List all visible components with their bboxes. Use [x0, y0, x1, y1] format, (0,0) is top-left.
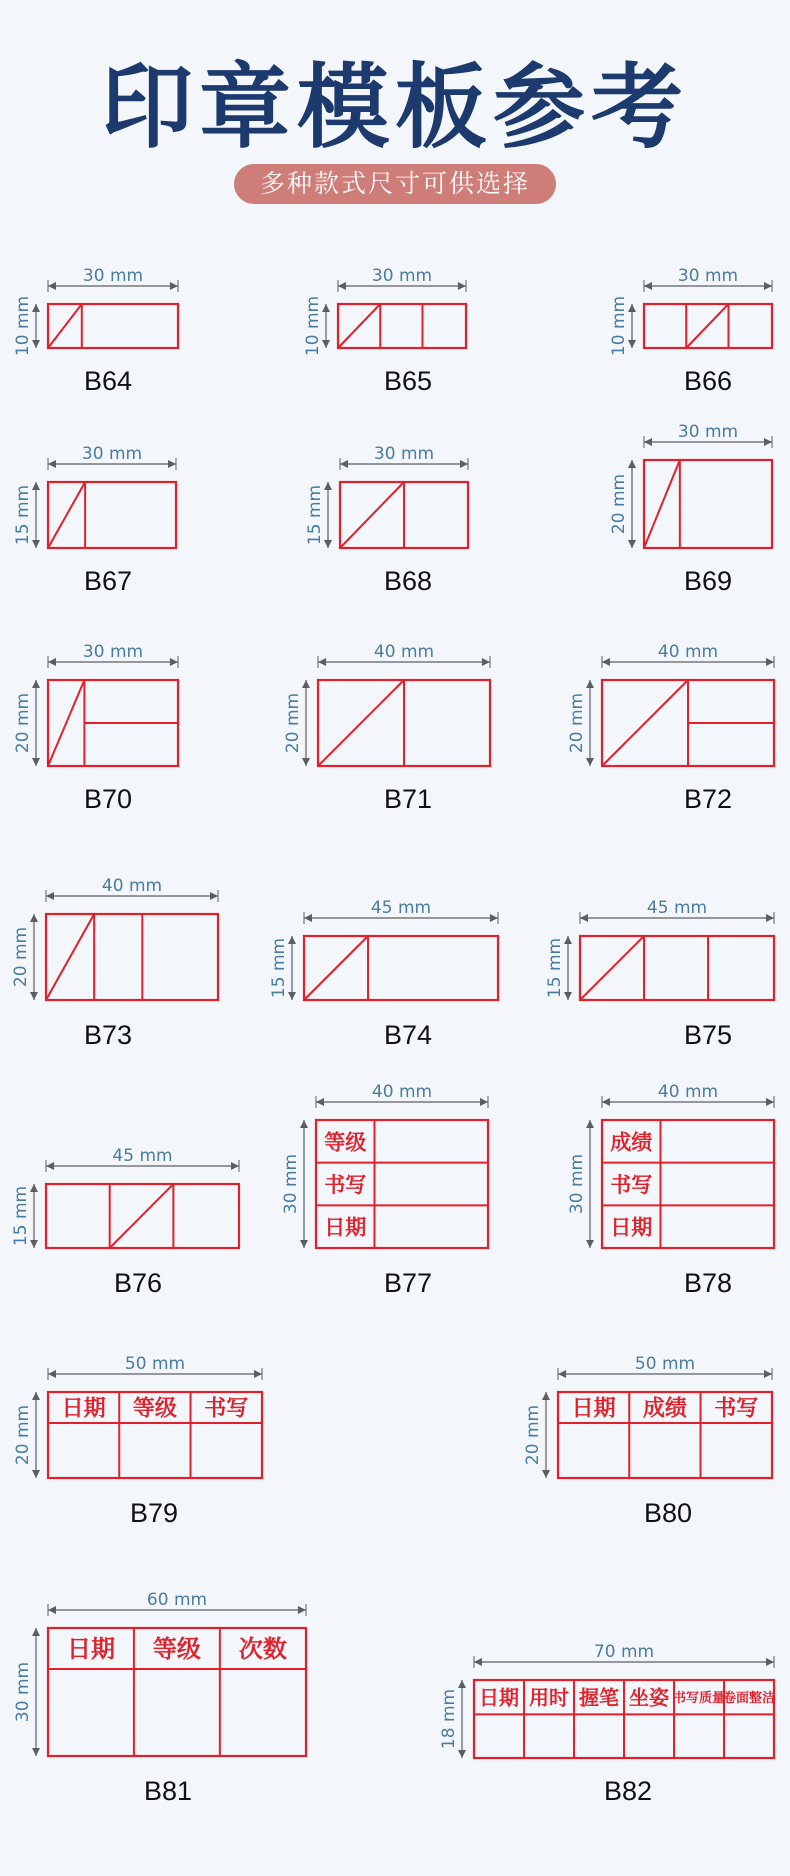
arrow-right-icon	[766, 658, 774, 666]
arrow-down-icon	[322, 340, 330, 348]
height-dimension-label: 30 mm	[281, 1153, 301, 1215]
arrow-down-icon	[302, 758, 310, 766]
stamp-cell-label: 日期	[610, 1215, 653, 1240]
height-dimension-label: 20 mm	[523, 1404, 543, 1466]
arrow-right-icon	[458, 282, 466, 290]
width-dimension-label: 30 mm	[677, 422, 739, 442]
arrow-down-icon	[288, 992, 296, 1000]
model-code: B71	[383, 784, 433, 814]
stamp-template-b81	[13, 1590, 306, 1806]
stamp-cell-label: 成绩	[610, 1130, 653, 1155]
arrow-right-icon	[766, 914, 774, 922]
arrow-down-icon	[30, 1240, 38, 1248]
height-dimension-label: 10 mm	[609, 295, 629, 357]
height-dimension-label: 15 mm	[545, 937, 565, 999]
arrow-up-icon	[586, 1120, 594, 1128]
width-dimension-label: 30 mm	[81, 444, 143, 464]
height-dimension-label: 15 mm	[305, 484, 325, 546]
arrow-right-icon	[210, 892, 218, 900]
stamp-template-b78	[567, 1082, 774, 1298]
arrow-right-icon	[482, 658, 490, 666]
stamp-template-b70	[13, 642, 178, 814]
model-code: B68	[383, 566, 433, 596]
arrow-up-icon	[32, 482, 40, 490]
stamp-cell-label: 卷面整洁	[722, 1690, 776, 1706]
height-dimension-label: 15 mm	[11, 1185, 31, 1247]
stamp-cell-label: 书写	[610, 1173, 653, 1197]
stamp-cell-label: 日期	[66, 1635, 115, 1664]
height-dimension-label: 20 mm	[13, 1404, 33, 1466]
stamp-diagonal-slash	[110, 1184, 174, 1248]
arrow-right-icon	[766, 1098, 774, 1106]
stamp-cell-label: 日期	[324, 1215, 367, 1240]
width-dimension-label: 30 mm	[371, 266, 433, 286]
model-code: B67	[83, 566, 133, 596]
arrow-down-icon	[564, 992, 572, 1000]
stamp-diagonal-slash	[686, 304, 728, 348]
height-dimension-label: 10 mm	[303, 295, 323, 357]
width-dimension-label: 30 mm	[82, 266, 144, 286]
stamp-frame	[580, 936, 774, 1000]
arrow-down-icon	[628, 540, 636, 548]
model-code: B64	[83, 366, 133, 396]
arrow-left-icon	[318, 658, 326, 666]
stamp-template-b73	[11, 876, 218, 1050]
stamp-template-b74	[269, 898, 498, 1050]
width-dimension-label: 45 mm	[370, 898, 432, 918]
arrow-up-icon	[324, 482, 332, 490]
arrow-left-icon	[316, 1098, 324, 1106]
arrow-up-icon	[300, 1120, 308, 1128]
stamp-diagonal-slash	[304, 936, 368, 1000]
stamp-template-b72	[567, 642, 774, 814]
stamp-cell-label: 书写质量	[672, 1690, 726, 1706]
page-title: 印章模板参考	[100, 54, 689, 161]
stamp-template-b82	[439, 1642, 775, 1806]
stamp-diagonal-slash	[644, 460, 680, 548]
arrow-left-icon	[340, 460, 348, 468]
arrow-up-icon	[32, 1628, 40, 1636]
width-dimension-label: 45 mm	[646, 898, 708, 918]
stamp-frame	[338, 304, 466, 348]
stamp-cell-label: 等级	[152, 1635, 201, 1664]
arrow-down-icon	[628, 340, 636, 348]
stamp-cell-label: 次数	[238, 1635, 287, 1664]
arrow-up-icon	[32, 680, 40, 688]
arrow-left-icon	[602, 658, 610, 666]
stamp-template-b67	[13, 444, 176, 596]
arrow-up-icon	[32, 1392, 40, 1400]
model-code: B70	[83, 784, 133, 814]
model-code: B72	[683, 784, 733, 814]
arrow-down-icon	[32, 540, 40, 548]
stamp-template-b80	[523, 1354, 772, 1528]
stamp-cell-label: 书写	[204, 1396, 249, 1422]
arrow-up-icon	[628, 304, 636, 312]
arrow-down-icon	[32, 340, 40, 348]
arrow-right-icon	[231, 1162, 239, 1170]
stamp-template-b75	[545, 898, 774, 1050]
height-dimension-label: 30 mm	[567, 1153, 587, 1215]
arrow-up-icon	[30, 914, 38, 922]
subtitle-badge: 多种款式尺寸可供选择	[234, 164, 556, 204]
arrow-down-icon	[586, 1240, 594, 1248]
arrow-right-icon	[460, 460, 468, 468]
model-code: B81	[143, 1776, 193, 1806]
arrow-right-icon	[764, 282, 772, 290]
stamp-diagonal-slash	[580, 936, 644, 1000]
stamp-diagonal-slash	[48, 482, 85, 548]
stamp-template-b68	[305, 444, 468, 596]
stamp-cell-label: 书写	[324, 1173, 367, 1197]
arrow-down-icon	[300, 1240, 308, 1248]
arrow-left-icon	[48, 1370, 56, 1378]
stamp-cell-label: 等级	[132, 1396, 177, 1422]
arrow-right-icon	[490, 914, 498, 922]
height-dimension-label: 18 mm	[439, 1688, 459, 1750]
width-dimension-label: 30 mm	[82, 642, 144, 662]
arrow-up-icon	[564, 936, 572, 944]
arrow-up-icon	[30, 1184, 38, 1192]
stamp-diagonal-slash	[318, 680, 404, 766]
model-code: B76	[113, 1268, 163, 1298]
arrow-up-icon	[32, 304, 40, 312]
arrow-left-icon	[558, 1370, 566, 1378]
model-code: B65	[383, 366, 433, 396]
arrow-right-icon	[168, 460, 176, 468]
arrow-right-icon	[170, 658, 178, 666]
arrow-left-icon	[580, 914, 588, 922]
arrow-down-icon	[30, 992, 38, 1000]
stamp-template-b64	[13, 266, 178, 396]
width-dimension-label: 50 mm	[634, 1354, 696, 1374]
arrow-down-icon	[32, 1470, 40, 1478]
stamp-diagonal-slash	[602, 680, 688, 766]
stamp-template-b79	[13, 1354, 262, 1528]
stamp-cell-label: 日期	[571, 1396, 616, 1422]
stamp-cell-label: 成绩	[642, 1396, 687, 1422]
arrow-up-icon	[628, 460, 636, 468]
arrow-down-icon	[458, 1750, 466, 1758]
stamp-frame	[48, 304, 178, 348]
model-code: B75	[683, 1020, 733, 1050]
stamp-diagonal-slash	[48, 680, 84, 766]
model-code: B73	[83, 1020, 133, 1050]
stamp-template-b76	[11, 1146, 239, 1298]
arrow-up-icon	[542, 1392, 550, 1400]
stamp-frame	[46, 914, 218, 1000]
model-code: B77	[383, 1268, 433, 1298]
model-code: B69	[683, 566, 733, 596]
arrow-left-icon	[338, 282, 346, 290]
arrow-up-icon	[322, 304, 330, 312]
height-dimension-label: 20 mm	[283, 692, 303, 754]
height-dimension-label: 10 mm	[13, 295, 33, 357]
width-dimension-label: 60 mm	[146, 1590, 208, 1610]
arrow-right-icon	[480, 1098, 488, 1106]
width-dimension-label: 45 mm	[112, 1146, 173, 1166]
arrow-right-icon	[254, 1370, 262, 1378]
model-code: B66	[683, 366, 733, 396]
model-code: B78	[683, 1268, 733, 1298]
stamp-cell-label: 书写	[714, 1396, 759, 1422]
height-dimension-label: 20 mm	[567, 692, 587, 754]
stamp-diagonal-slash	[338, 304, 380, 348]
width-dimension-label: 40 mm	[657, 642, 719, 662]
width-dimension-label: 40 mm	[371, 1082, 433, 1102]
height-dimension-label: 15 mm	[269, 937, 289, 999]
width-dimension-label: 70 mm	[593, 1642, 655, 1662]
stamp-template-b69	[609, 422, 772, 596]
arrow-left-icon	[46, 892, 54, 900]
arrow-up-icon	[586, 680, 594, 688]
stamp-cell-label: 用时	[529, 1685, 569, 1710]
arrow-right-icon	[766, 1658, 774, 1666]
arrow-left-icon	[48, 1606, 56, 1614]
arrow-down-icon	[32, 1748, 40, 1756]
width-dimension-label: 40 mm	[373, 642, 435, 662]
arrow-left-icon	[602, 1098, 610, 1106]
stamp-diagonal-slash	[46, 914, 94, 1000]
arrow-right-icon	[170, 282, 178, 290]
model-code: B82	[603, 1776, 653, 1806]
model-code: B79	[129, 1498, 179, 1528]
height-dimension-label: 15 mm	[13, 484, 33, 546]
arrow-left-icon	[644, 438, 652, 446]
stamp-diagonal-slash	[340, 482, 404, 548]
stamp-frame	[304, 936, 498, 1000]
stamp-template-b65	[303, 266, 466, 396]
stamp-cell-label: 坐姿	[629, 1685, 669, 1710]
width-dimension-label: 40 mm	[657, 1082, 719, 1102]
arrow-down-icon	[32, 758, 40, 766]
arrow-left-icon	[46, 1162, 54, 1170]
arrow-left-icon	[48, 460, 56, 468]
model-code: B80	[643, 1498, 693, 1528]
arrow-down-icon	[586, 758, 594, 766]
stamp-cell-label: 握笔	[579, 1685, 619, 1710]
arrow-left-icon	[48, 658, 56, 666]
width-dimension-label: 40 mm	[101, 876, 163, 896]
stamp-cell-label: 日期	[479, 1685, 519, 1710]
arrow-left-icon	[474, 1658, 482, 1666]
width-dimension-label: 50 mm	[124, 1354, 186, 1374]
height-dimension-label: 20 mm	[11, 926, 31, 988]
stamp-template-b66	[609, 266, 772, 396]
arrow-left-icon	[644, 282, 652, 290]
arrow-up-icon	[288, 936, 296, 944]
height-dimension-label: 30 mm	[13, 1661, 33, 1723]
arrow-right-icon	[764, 438, 772, 446]
arrow-left-icon	[304, 914, 312, 922]
arrow-right-icon	[298, 1606, 306, 1614]
height-dimension-label: 20 mm	[609, 473, 629, 535]
arrow-up-icon	[458, 1680, 466, 1688]
arrow-up-icon	[302, 680, 310, 688]
stamp-cell-label: 等级	[324, 1130, 367, 1155]
arrow-down-icon	[324, 540, 332, 548]
stamp-template-b77	[281, 1082, 488, 1298]
stamp-frame	[644, 460, 772, 548]
stamp-diagonal-slash	[48, 304, 82, 348]
arrow-down-icon	[542, 1470, 550, 1478]
width-dimension-label: 30 mm	[677, 266, 739, 286]
height-dimension-label: 20 mm	[13, 692, 33, 754]
model-code: B74	[383, 1020, 433, 1050]
stamp-template-b71	[283, 642, 490, 814]
stamp-cell-label: 日期	[61, 1396, 106, 1422]
arrow-right-icon	[764, 1370, 772, 1378]
width-dimension-label: 30 mm	[373, 444, 435, 464]
arrow-left-icon	[48, 282, 56, 290]
